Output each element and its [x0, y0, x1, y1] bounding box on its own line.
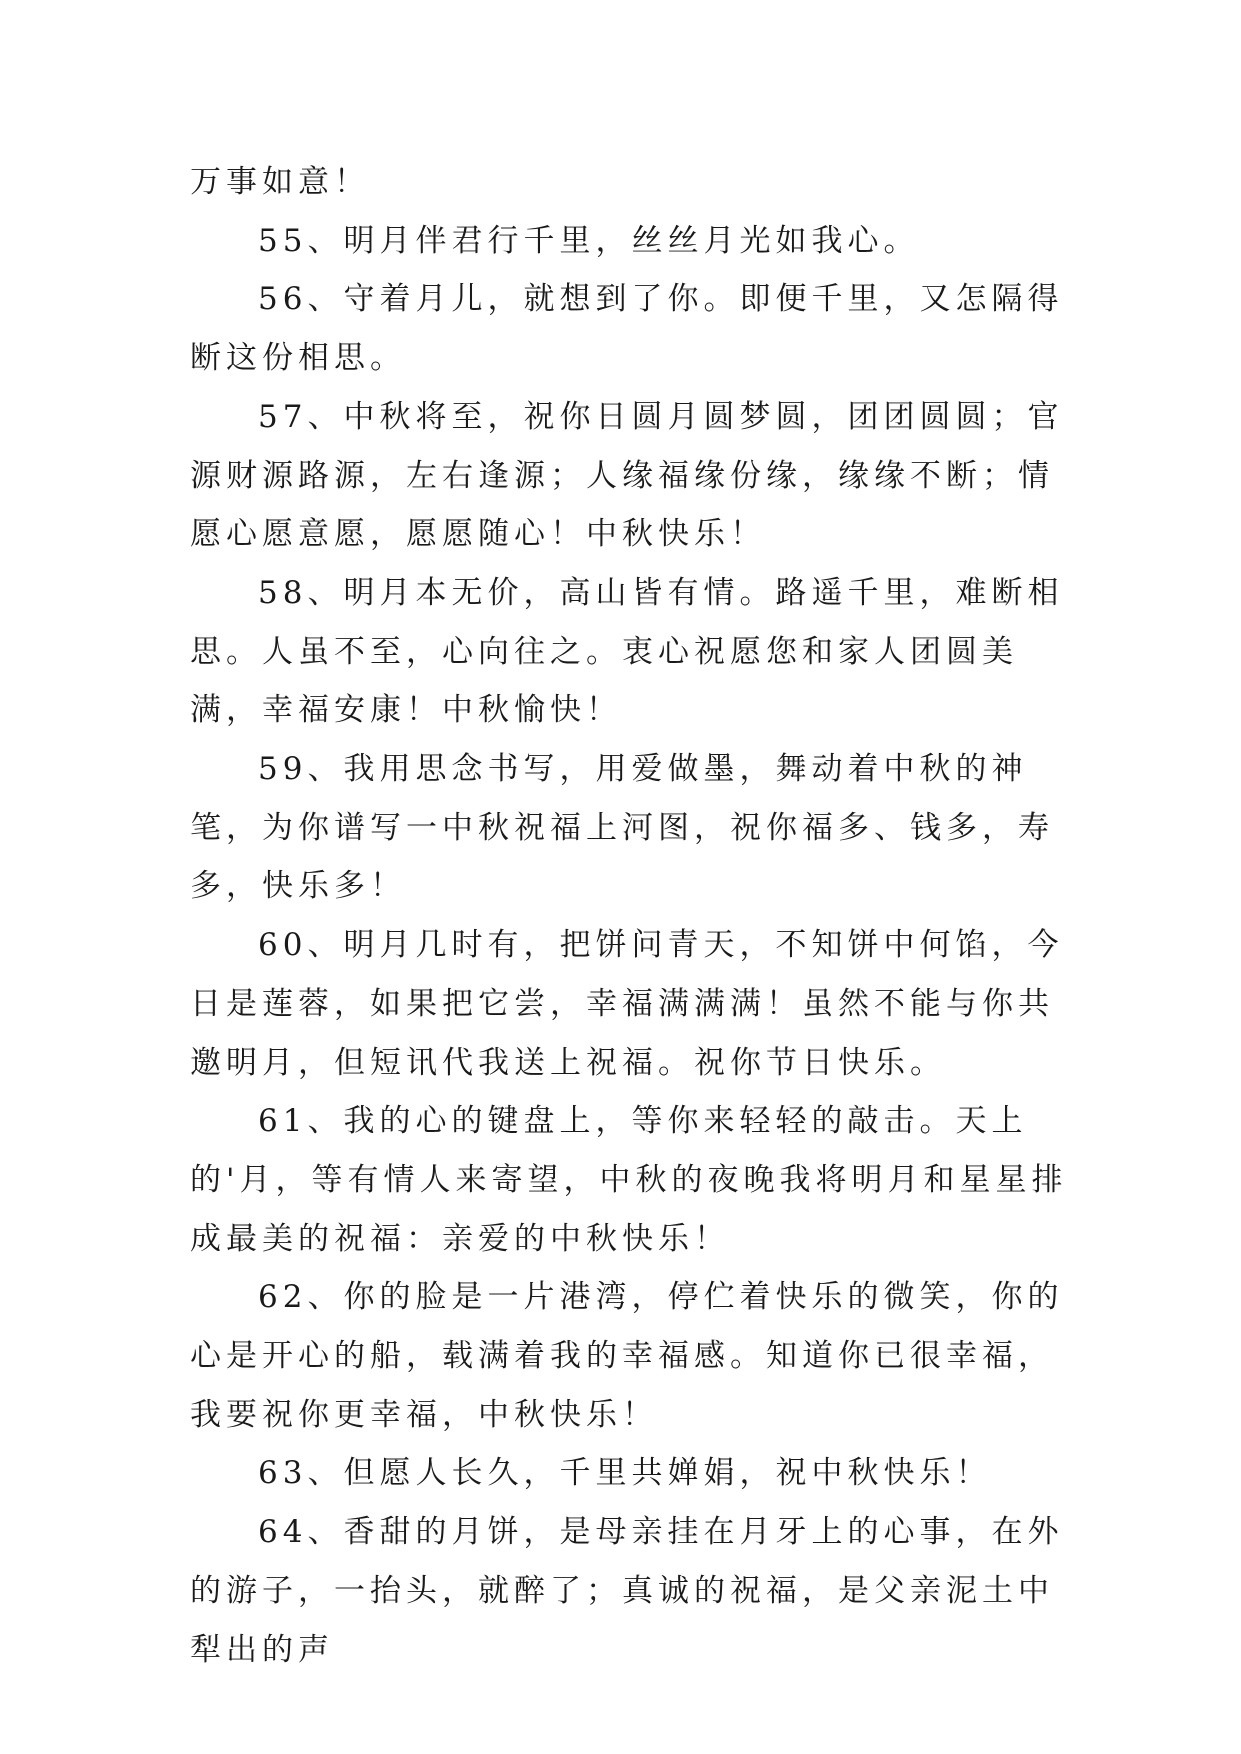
paragraph-59: 59、我用思念书写，用爱做墨，舞动着中秋的神笔，为你谱写一中秋祝福上河图，祝你福多、钱多，寿多，快乐多！: [190, 751, 1054, 905]
paragraph-61: 61、我的心的键盘上，等你来轻轻的敲击。天上的'月，等有情人来寄望，中秋的夜晚我将明月和星星排成最美的祝福：亲爱的中秋快乐！: [190, 1103, 1068, 1257]
paragraph-58: 58、明月本无价，高山皆有情。路遥千里，难断相思。人虽不至，心向往之。衷心祝愿您和家人团圆美满，幸福安康！中秋愉快！: [190, 574, 1064, 729]
paragraph-continuation: 万事如意！: [190, 164, 370, 200]
paragraph-57: 57、中秋将至，祝你日圆月圆梦圆，团团圆圆；官源财源路源，左右逢源；人缘福缘份缘，缘缘不断；情愿心愿意愿，愿愿随心！中秋快乐！: [190, 398, 1064, 553]
paragraph-63: 63、但愿人长久，千里共婵娟，祝中秋快乐！: [258, 1455, 992, 1492]
paragraph-55: 55、明月伴君行千里，丝丝月光如我心。: [258, 222, 920, 259]
paragraph-56: 56、守着月儿，就想到了你。即便千里，又怎隔得断这份相思。: [190, 281, 1064, 377]
paragraph-60: 60、明月几时有，把饼问青天，不知饼中何馅，今日是莲蓉，如果把它尝，幸福满满满！虽然不能与你共邀明月，但短讯代我送上祝福。祝你节日快乐。: [190, 927, 1064, 1081]
paragraph-62: 62、你的脸是一片港湾，停伫着快乐的微笑，你的心是开心的船，载满着我的幸福感。知道你已很幸福，我要祝你更幸福，中秋快乐！: [190, 1279, 1064, 1433]
document-body: [190, 153, 1070, 1679]
paragraph-64: 64、香甜的月饼，是母亲挂在月牙上的心事，在外的游子，一抬头，就醉了；真诚的祝福，是父亲泥土中犁出的声: [190, 1514, 1064, 1668]
